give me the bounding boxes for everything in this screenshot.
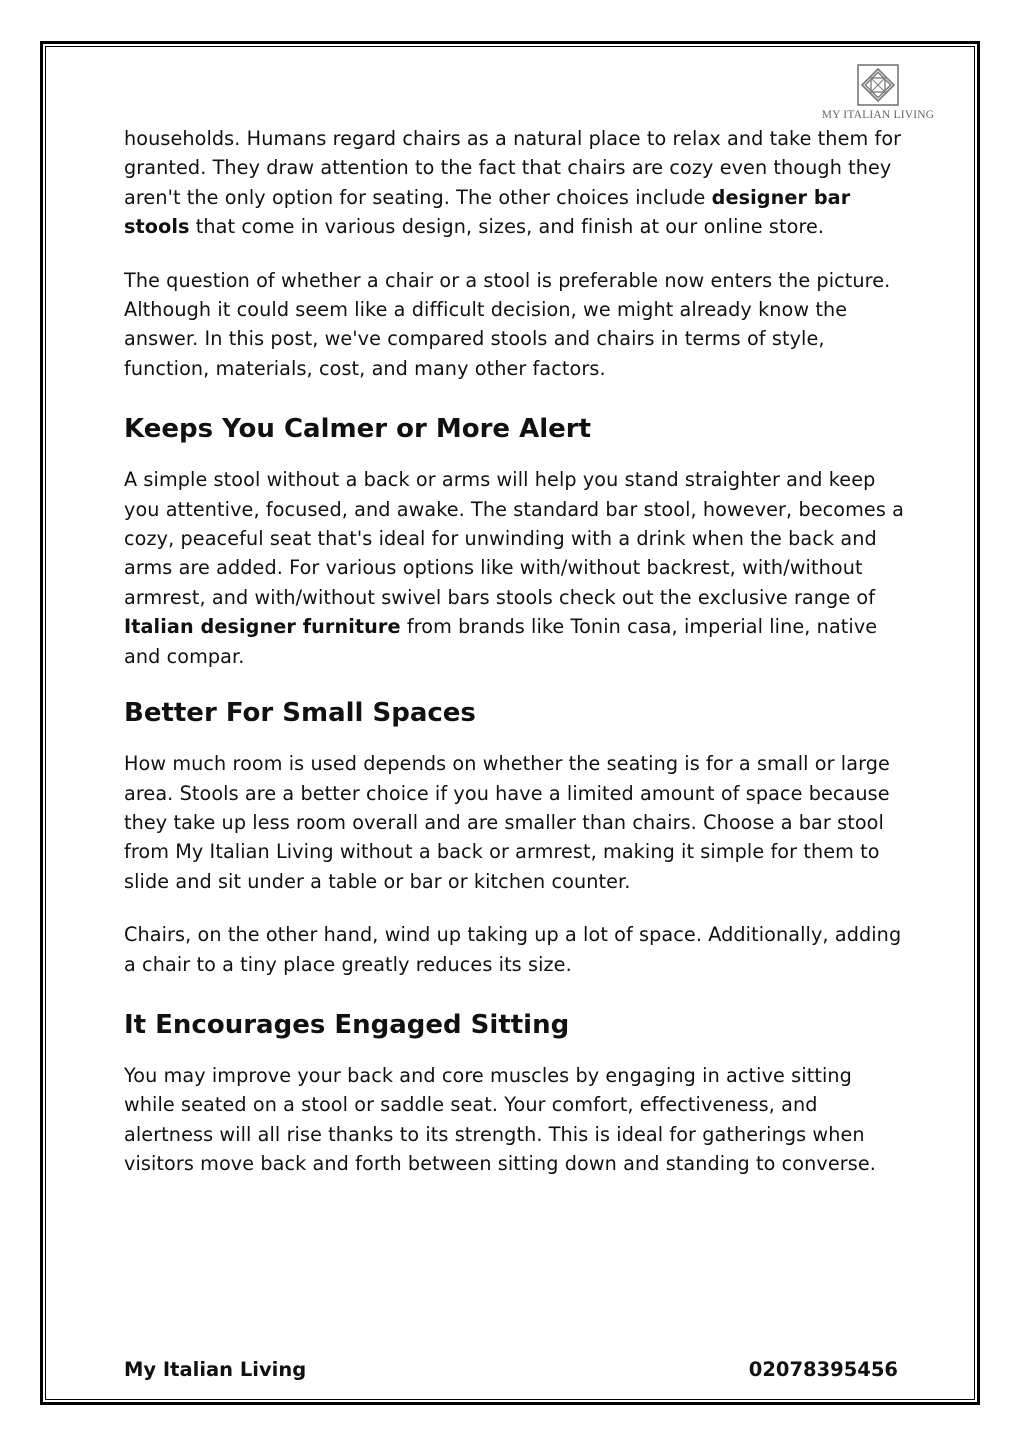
intro-text-end: that come in various design, sizes, and finish at our online store.: [189, 215, 825, 239]
brand-logo: [812, 64, 944, 124]
italian-designer-furniture-keyword: Italian designer furniture: [124, 615, 401, 639]
heading-small-spaces: Better For Small Spaces: [124, 698, 476, 729]
heading-engaged-sitting: It Encourages Engaged Sitting: [124, 1009, 570, 1040]
calmer-text-start: A simple stool without a back or arms will help you stand straighter and keep you attentive, focused, and awake. The standard bar stool, however, becomes a cozy, peaceful seat that's ideal for unwinding with a drink when the back and arms are added. For various options like with/without backrest, with/without armrest, and with/without swivel bars stools check out the exclusive range of: [124, 468, 904, 609]
designer-bar-stools-keyword: designer bar stools: [124, 185, 851, 239]
footer-phone-number: 02078395456: [748, 1358, 898, 1381]
calmer-or-alert-paragraph: [124, 465, 906, 671]
intro-paragraph: [124, 124, 906, 242]
calmer-text-end: from brands like Tonin casa, imperial line, native and compar.: [124, 615, 878, 668]
geometric-diamond-logo-icon: [857, 64, 899, 106]
heading-calmer-or-alert: Keeps You Calmer or More Alert: [124, 414, 591, 445]
page-footer: [124, 1358, 898, 1386]
document-body: [124, 124, 906, 1203]
small-spaces-paragraph-2: Chairs, on the other hand, wind up taking up a lot of space. Additionally, adding a chair to a tiny place greatly reduces its size.: [124, 923, 902, 976]
logo-wordmark: MY ITALIAN LIVING: [821, 109, 935, 121]
engaged-sitting-paragraph: You may improve your back and core muscles by engaging in active sitting while seated on a stool or saddle seat. Your comfort, effectiveness, and alertness will all rise thanks to its strength. This is ideal for gatherings when visitors move back and forth between sitting down and standing to converse.: [124, 1063, 876, 1176]
small-spaces-paragraph-1: How much room is used depends on whether the seating is for a small or large area. Stools are a better choice if you have a limited amount of space because they take up less room overall and are smaller than chairs. Choose a bar stool from My Italian Living without a back or armrest, making it simple for them to slide and sit under a table or bar or kitchen counter.: [124, 752, 890, 893]
comparison-paragraph: The question of whether a chair or a stool is preferable now enters the picture. Although it could seem like a difficult decision, we might already know the answer. In this post, we've compared stools and chairs in terms of style, function, materials, cost, and many other factors.: [124, 268, 891, 380]
intro-text-start: households. Humans regard chairs as a natural place to relax and take them for granted. They draw attention to the fact that chairs are cozy even though they aren't the only option for seating. The other choices include: [124, 127, 902, 209]
footer-company-name: My Italian Living: [124, 1358, 307, 1381]
